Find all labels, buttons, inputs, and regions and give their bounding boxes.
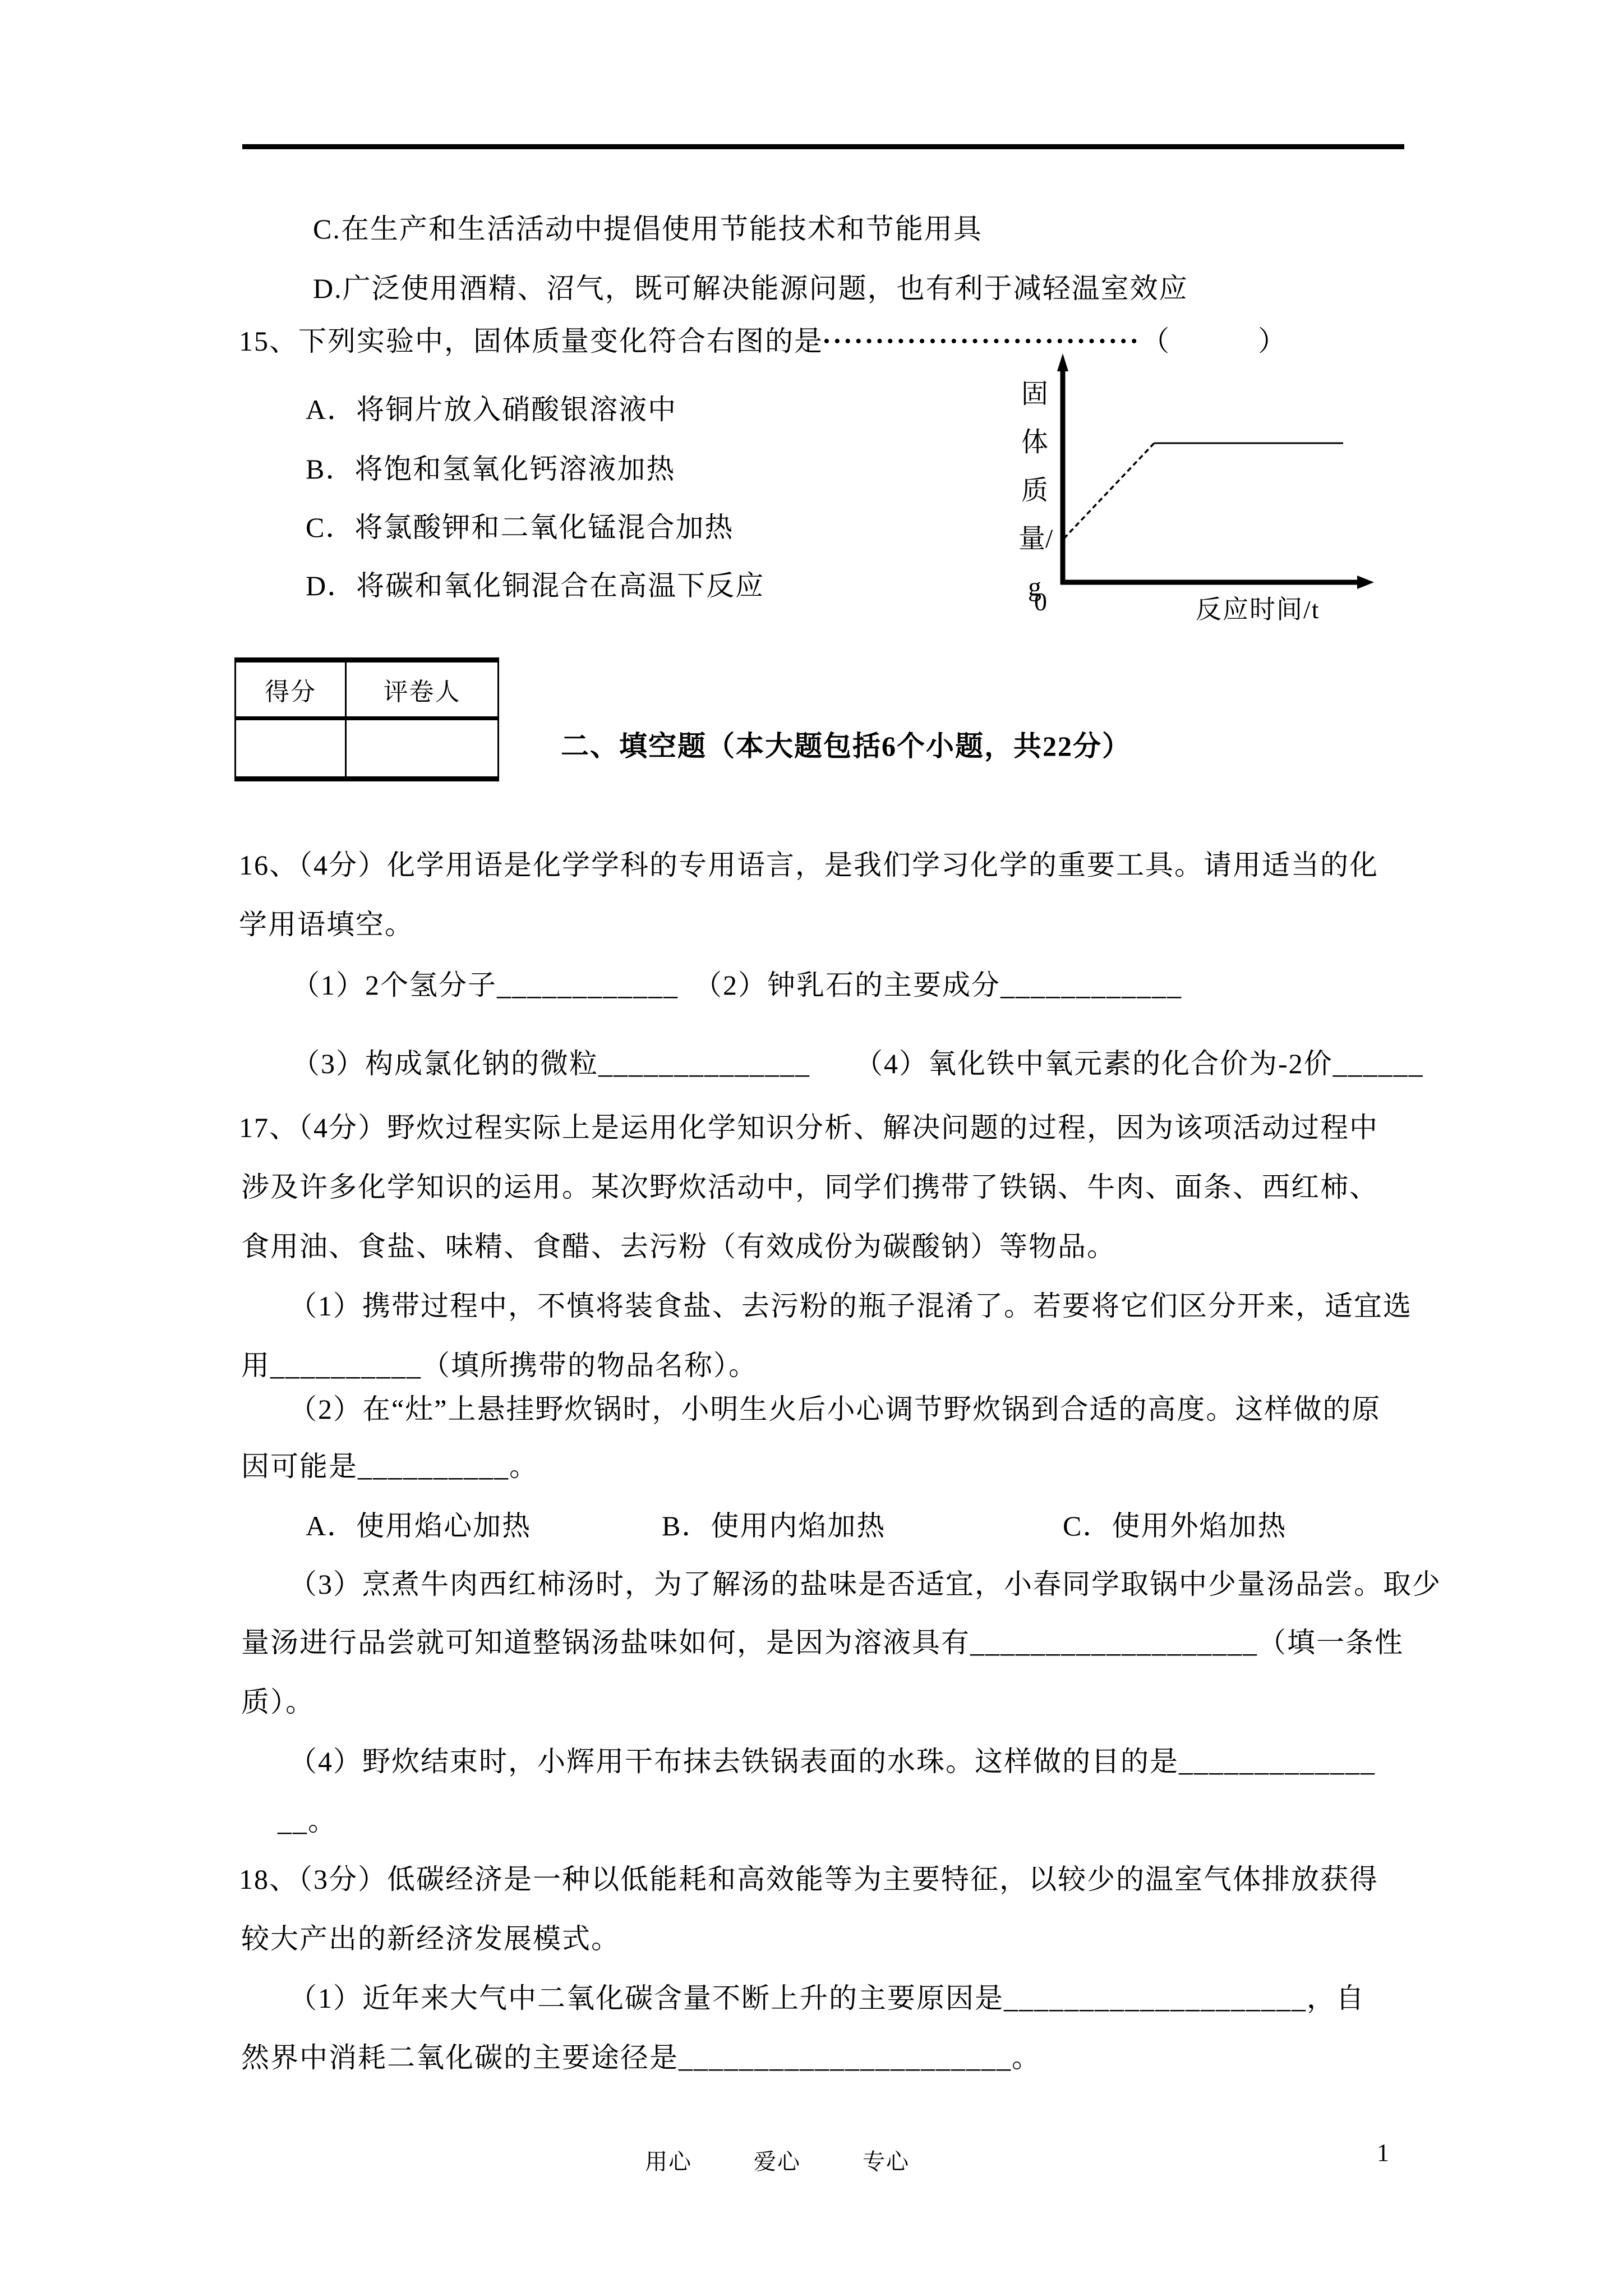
footer-word-2: 爱心 bbox=[754, 2149, 801, 2174]
grader-label-cell: 评卷人 bbox=[383, 678, 461, 706]
score-value-cell bbox=[236, 720, 347, 776]
q15-stem: 15、下列实验中，固体质量变化符合右图的是 bbox=[239, 325, 823, 357]
q18-sub1-line2: 然界中消耗二氧化碳的主要途径是______________________。 bbox=[241, 2042, 1041, 2073]
q17-sub4-line2: __。 bbox=[278, 1805, 337, 1837]
q18-sub1-line1: （1）近年来大气中二氧化碳含量不断上升的主要原因是____________________，自 bbox=[289, 1982, 1365, 2014]
q14-option-d: D.广泛使用酒精、沼气，既可解决能源问题，也有利于减轻温室效应 bbox=[313, 273, 1188, 304]
q17-sub2-line2: 因可能是__________。 bbox=[241, 1451, 538, 1482]
grader-value-cell bbox=[347, 720, 497, 776]
q17-sub4-line1: （4）野炊结束时，小辉用干布抹去铁锅表面的水珠。这样做的目的是_____________ bbox=[289, 1746, 1376, 1777]
q17-sub1-line2: 用__________（填所携带的物品名称）。 bbox=[241, 1350, 758, 1381]
q15-graph-plot bbox=[1004, 349, 1385, 635]
y-axis-arrow-icon bbox=[1057, 353, 1068, 371]
q17-sub1-line1: （1）携带过程中，不慎将装食盐、去污粉的瓶子混淆了。若要将它们区分开来，适宜选 bbox=[289, 1290, 1412, 1322]
q16-line2: 学用语填空。 bbox=[239, 909, 414, 940]
q15-option-a: A．将铜片放入硝酸银溶液中 bbox=[306, 394, 677, 425]
score-label-cell: 得分 bbox=[236, 662, 347, 716]
q16-blank-line-3-4: （3）构成氯化钠的微粒______________ （4）氧化铁中氧元素的化合价为-2价______ bbox=[292, 1048, 1424, 1079]
q18-line2: 较大产出的新经济发展模式。 bbox=[241, 1923, 620, 1954]
q17-sub2-option-b: B．使用内焰加热 bbox=[662, 1510, 886, 1542]
q17-line1: 17、（4分）野炊过程实际上是运用化学知识分析、解决问题的过程，因为该项活动过程中 bbox=[239, 1112, 1378, 1143]
footer-word-3: 专心 bbox=[863, 2149, 910, 2174]
graph-x-axis-label: 反应时间/t bbox=[1196, 595, 1320, 624]
score-table-header-row bbox=[236, 662, 497, 720]
q17-sub3-line2: 量汤进行品尝就可知道整锅汤盐味如何，是因为溶液具有___________________（填一条性 bbox=[241, 1627, 1404, 1658]
q17-sub3-line1: （3）烹煮牛肉西红柿汤时，为了解汤的盐味是否适宜，小春同学取锅中少量汤品尝。取少 bbox=[289, 1568, 1441, 1600]
q17-line2: 涉及许多化学知识的运用。某次野炊活动中，同学们携带了铁锅、牛肉、面条、西红柿、 bbox=[241, 1171, 1378, 1203]
q17-sub3-line3: 质）。 bbox=[241, 1686, 315, 1718]
score-table-empty-row bbox=[236, 720, 497, 776]
section2-title: 二、填空题（本大题包括6个小题，共22分） bbox=[561, 730, 1131, 762]
q16-line1: 16、（4分）化学用语是化学学科的专用语言，是我们学习化学的重要工具。请用适当的化 bbox=[239, 849, 1378, 881]
q15-answer-bracket: （ ） bbox=[1141, 325, 1288, 357]
q17-sub2-line1: （2）在“灶”上悬挂野炊锅时，小明生火后小心调节野炊锅到合适的高度。这样做的原 bbox=[289, 1393, 1381, 1425]
header-rule bbox=[242, 144, 1404, 149]
q15-option-d: D．将碳和氧化铜混合在高温下反应 bbox=[306, 570, 765, 601]
graph-origin-label: 0 bbox=[1034, 587, 1047, 616]
q15-option-c: C．将氯酸钾和二氧化锰混合加热 bbox=[306, 512, 734, 543]
q15-dot-leader: •••••••••••••••••••••••••••••• bbox=[823, 331, 1142, 352]
x-axis-arrow-icon bbox=[1357, 576, 1374, 589]
page-number: 1 bbox=[1377, 2139, 1390, 2166]
footer-word-1: 用心 bbox=[645, 2149, 692, 2174]
q15-option-b: B．将饱和氢氧化钙溶液加热 bbox=[306, 453, 676, 485]
q18-line1: 18、（3分）低碳经济是一种以低能耗和高效能等为主要特征，以较少的温室气体排放获得 bbox=[239, 1864, 1378, 1895]
q17-sub2-option-c: C．使用外焰加热 bbox=[1063, 1510, 1287, 1542]
q15-graph bbox=[1004, 349, 1385, 635]
graph-y-axis-label: 固体质量/g bbox=[1018, 379, 1053, 602]
q17-line3: 食用油、食盐、味精、食醋、去污粉（有效成份为碳酸钠）等物品。 bbox=[241, 1231, 1116, 1262]
footer-motto bbox=[645, 2144, 910, 2176]
q14-option-c: C.在生产和生活活动中提倡使用节能技术和节能用具 bbox=[313, 213, 983, 245]
curve-rising-segment bbox=[1064, 443, 1154, 539]
q16-blank-line-1-2: （1）2个氢分子____________ （2）钟乳石的主要成分____________ bbox=[292, 969, 1182, 1001]
q17-sub2-option-a: A．使用焰心加热 bbox=[306, 1510, 532, 1542]
score-table bbox=[234, 657, 499, 781]
